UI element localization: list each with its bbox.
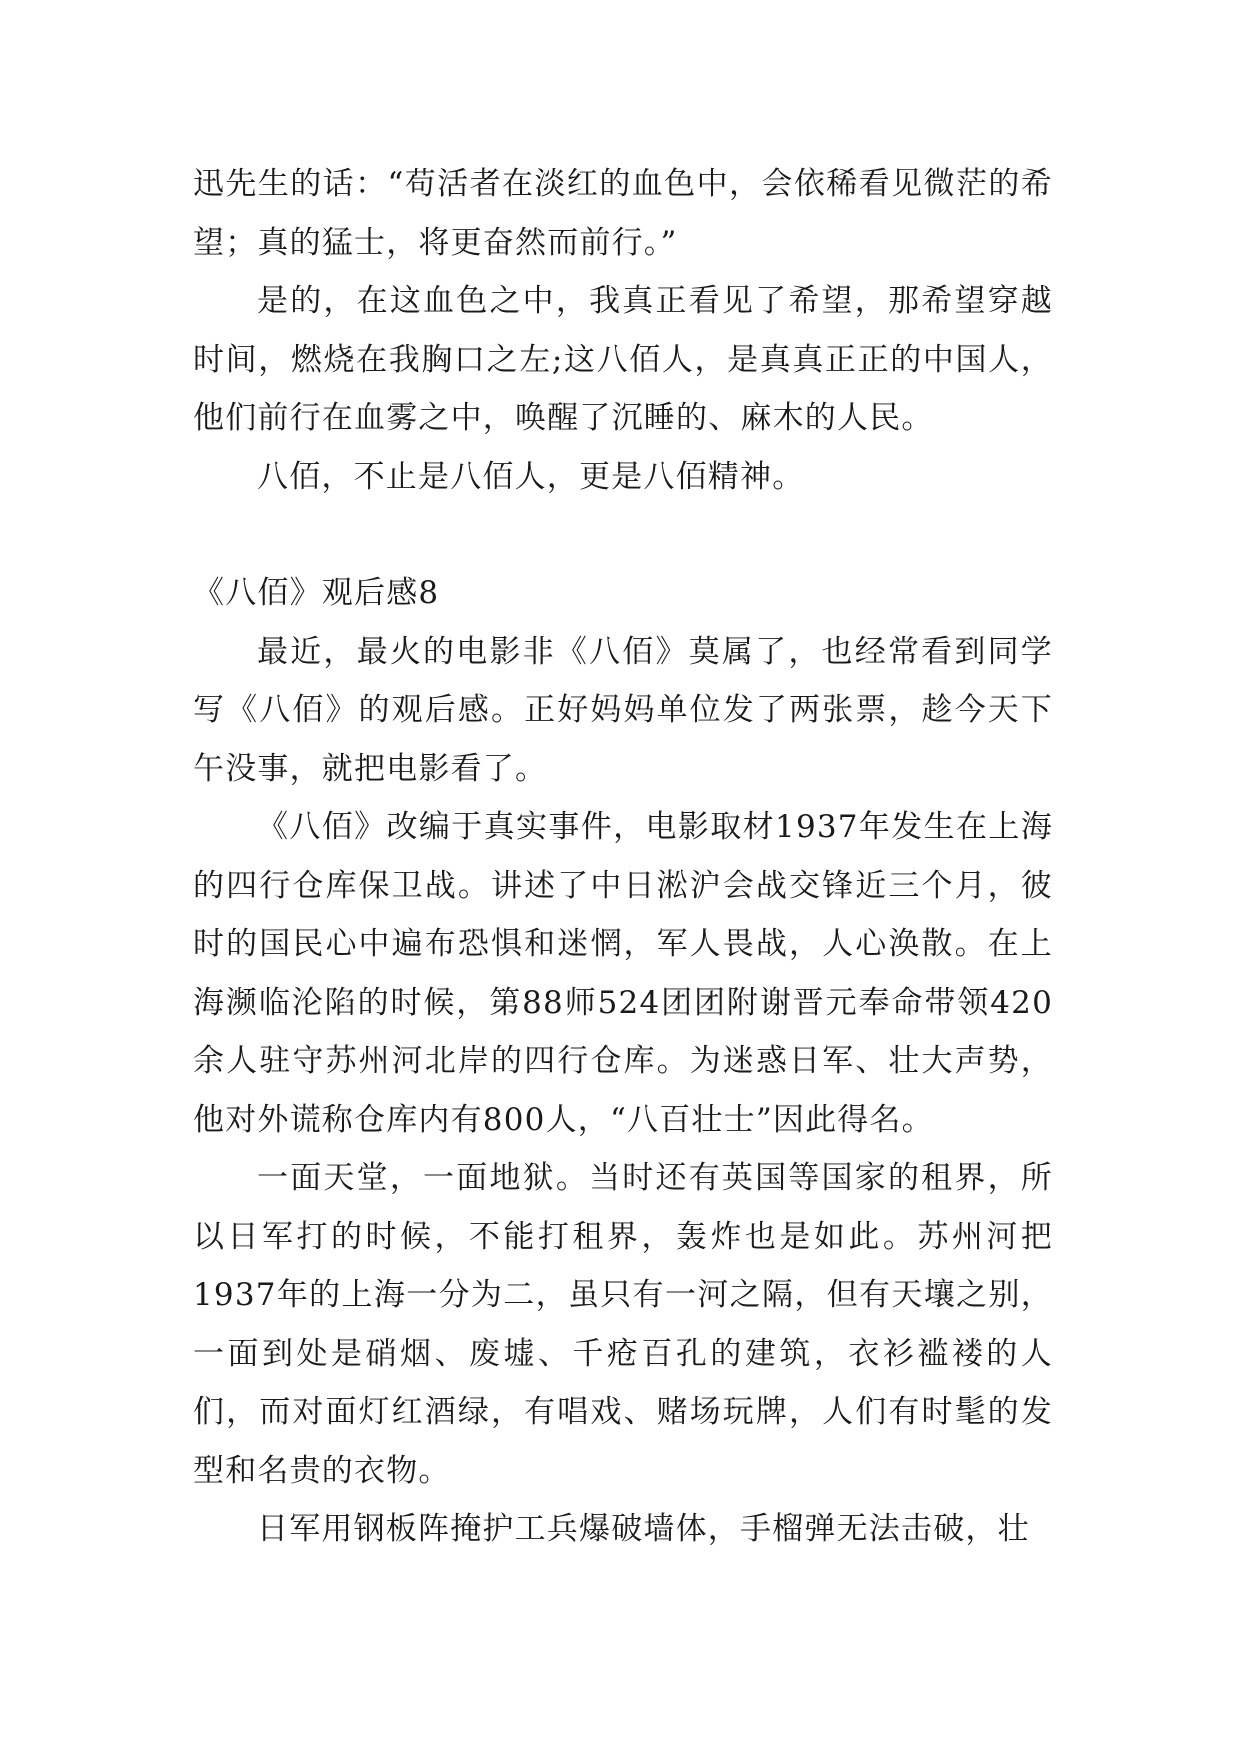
paragraph: 一面天堂，一面地狱。当时还有英国等国家的租界，所以日军打的时候，不能打租界，轰炸也是如此。苏州河把1937年的上海一分为二，虽只有一河之隔，但有天壤之别，一面到处是硝烟、废墟、千疮百孔的建筑，衣衫褴褛的人们，而对面灯红酒绿，有唱戏、赌场玩牌，人们有时髦的发型和名贵的衣物。	[193, 1160, 1053, 1489]
paragraph-continued: 迅先生的话：“苟活者在淡红的血色中，会依稀看见微茫的希望；真的猛士，将更奋然而前行。”	[193, 166, 1053, 261]
paragraph: 《八佰》改编于真实事件，电影取材1937年发生在上海的四行仓库保卫战。讲述了中日淞沪会战交锋近三个月，彼时的国民心中遍布恐惧和迷惘，军人畏战，人心涣散。在上海濒临沦陷的时候，第88师524团团附谢晋元奉命带领420余人驻守苏州河北岸的四行仓库。为迷惑日军、壮大声势，他对外谎称仓库内有800人，“八百壮士”因此得名。	[193, 809, 1053, 1138]
paragraph: 八佰，不止是八佰人，更是八佰精神。	[257, 458, 805, 495]
paragraph: 最近，最火的电影非《八佰》莫属了，也经常看到同学写《八佰》的观后感。正好妈妈单位发了两张票，趁今天下午没事，就把电影看了。	[193, 633, 1053, 787]
document-body	[193, 155, 1053, 1559]
section-title: 《八佰》观后感8	[193, 575, 440, 611]
paragraph: 是的，在这血色之中，我真正看见了希望，那希望穿越时间，燃烧在我胸口之左;这八佰人，是真真正正的中国人，他们前行在血雾之中，唤醒了沉睡的、麻木的人民。	[193, 283, 1053, 436]
paragraph: 日军用钢板阵掩护工兵爆破墙体，手榴弹无法击破，壮	[257, 1511, 1030, 1547]
